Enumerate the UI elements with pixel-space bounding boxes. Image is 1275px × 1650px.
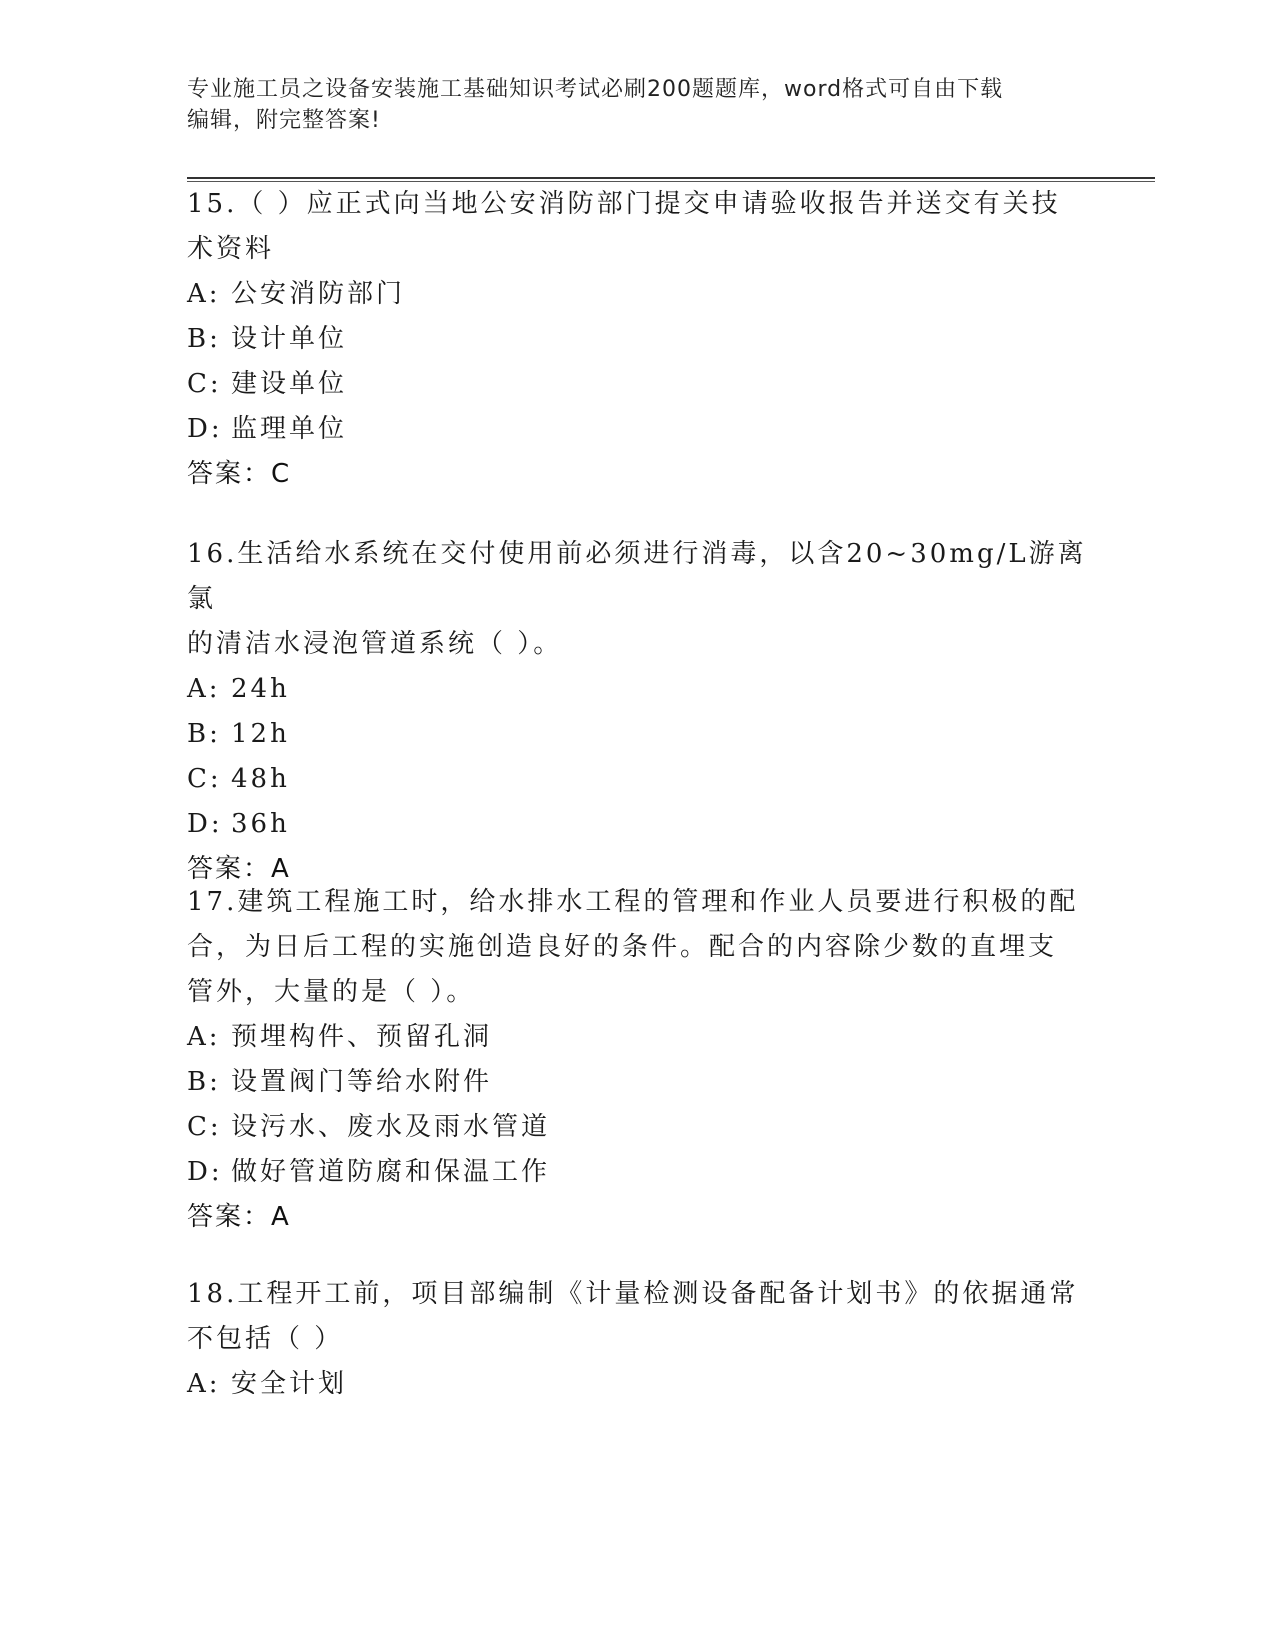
header-line-1: 专业施工员之设备安装施工基础知识考试必刷200题题库，word格式可自由下载	[187, 77, 1004, 102]
option-text: 24h	[231, 674, 290, 704]
option-a	[187, 667, 1087, 712]
option-text: 公安消防部门	[231, 279, 406, 309]
question-stem-line: 合，为日后工程的实施创造良好的条件。配合的内容除少数的直埋支	[187, 932, 1058, 962]
option-key: A:	[187, 279, 221, 309]
option-key: D:	[187, 809, 223, 839]
option-c	[187, 362, 1087, 407]
option-key: C:	[187, 369, 222, 399]
option-a	[187, 1015, 1087, 1060]
question-16	[187, 532, 1087, 892]
option-text: 建设单位	[231, 369, 348, 399]
question-stem-line: 15.（ ）应正式向当地公安消防部门提交申请验收报告并送交有关技	[187, 189, 1061, 219]
option-text: 48h	[231, 764, 290, 794]
question-stem-line: 的清洁水浸泡管道系统（ ）。	[187, 629, 563, 659]
option-key: C:	[187, 764, 222, 794]
option-text: 监理单位	[231, 414, 348, 444]
option-text: 设污水、废水及雨水管道	[231, 1112, 551, 1142]
question-stem-line: 不包括（ ）	[187, 1324, 344, 1354]
answer-line: 答案：A	[187, 1202, 291, 1232]
option-text: 预埋构件、预留孔洞	[231, 1022, 493, 1052]
option-key: A:	[187, 1022, 221, 1052]
option-b	[187, 1060, 1087, 1105]
answer-line: 答案：A	[187, 854, 291, 884]
option-c	[187, 1105, 1087, 1150]
document-header	[187, 74, 1087, 136]
option-key: D:	[187, 1157, 223, 1187]
option-key: B:	[187, 1067, 221, 1097]
header-divider-thick	[187, 177, 1155, 179]
question-stem-line: 术资料	[187, 234, 275, 264]
question-15	[187, 182, 1087, 497]
option-b	[187, 317, 1087, 362]
question-stem-line: 管外，大量的是（ ）。	[187, 977, 476, 1007]
option-a	[187, 272, 1087, 317]
option-key: A:	[187, 1369, 221, 1399]
option-a	[187, 1362, 1087, 1407]
option-c	[187, 757, 1087, 802]
option-text: 安全计划	[231, 1369, 348, 1399]
question-17	[187, 880, 1087, 1240]
option-text: 设计单位	[231, 324, 348, 354]
question-18	[187, 1272, 1087, 1407]
option-text: 做好管道防腐和保温工作	[231, 1157, 551, 1187]
header-line-2: 编辑，附完整答案!	[187, 108, 381, 133]
option-key: A:	[187, 674, 221, 704]
option-key: B:	[187, 719, 221, 749]
answer-line: 答案：C	[187, 459, 292, 489]
question-stem-line: 18.工程开工前，项目部编制《计量检测设备配备计划书》的依据通常	[187, 1279, 1079, 1309]
option-text: 36h	[231, 809, 290, 839]
option-b	[187, 712, 1087, 757]
question-stem-line: 17.建筑工程施工时，给水排水工程的管理和作业人员要进行积极的配	[187, 887, 1079, 917]
question-stem-line: 16.生活给水系统在交付使用前必须进行消毒，以含20~30mg/L游离氯	[187, 539, 1087, 614]
option-d	[187, 1150, 1087, 1195]
option-d	[187, 407, 1087, 452]
option-key: B:	[187, 324, 221, 354]
option-key: D:	[187, 414, 223, 444]
option-key: C:	[187, 1112, 222, 1142]
option-text: 设置阀门等给水附件	[231, 1067, 493, 1097]
option-text: 12h	[231, 719, 290, 749]
option-d	[187, 802, 1087, 847]
